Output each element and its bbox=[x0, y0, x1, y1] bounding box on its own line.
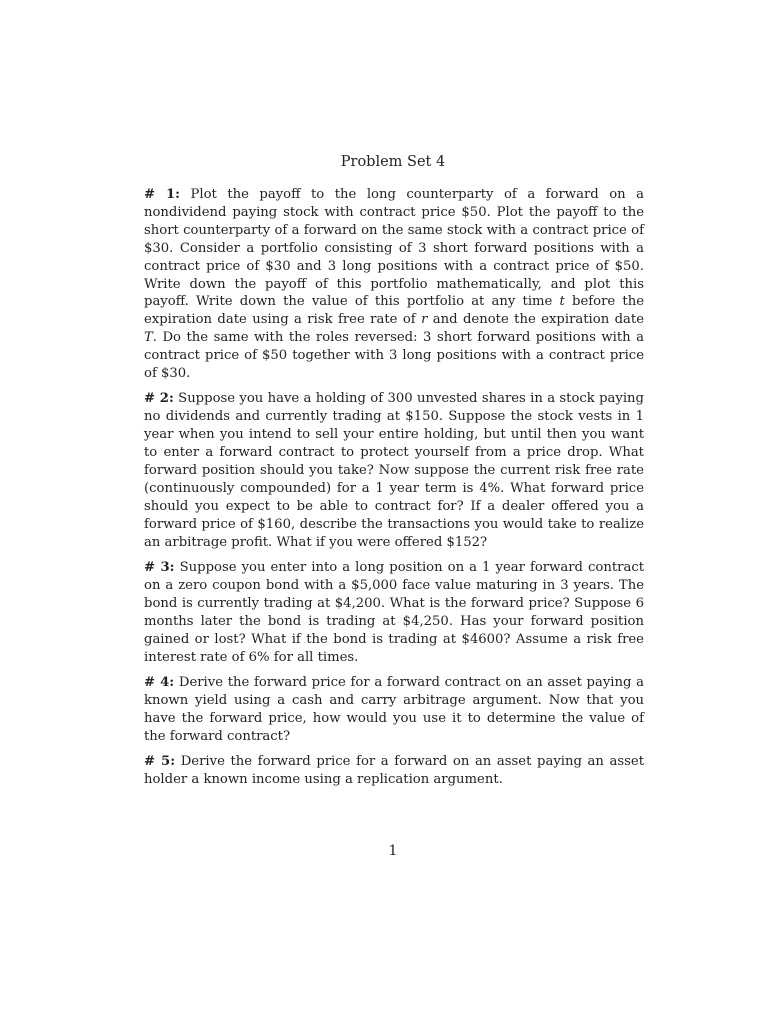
problem-1-var-r: r bbox=[421, 312, 428, 328]
problem-2-label: # 2: bbox=[144, 391, 174, 407]
problem-1-text-b: before the expiration date using a risk free rate of bbox=[144, 294, 644, 328]
problem-5-label: # 5: bbox=[144, 754, 176, 770]
problem-1-var-t: t bbox=[559, 294, 565, 310]
problem-5-text: Derive the forward price for a forward on an asset paying an asset holder a known income using a replication argument. bbox=[144, 754, 645, 788]
problem-1-text-d: . Do the same with the roles reversed: 3 short forward positions with a contract price of $50 together with 3 long positions with a contract price of $30. bbox=[144, 330, 644, 382]
problem-1-var-T: T bbox=[144, 330, 153, 346]
page-title: Problem Set 4 bbox=[340, 154, 446, 170]
problem-3-label: # 3: bbox=[144, 560, 175, 576]
problem-2 bbox=[144, 390, 644, 551]
problem-3-text: Suppose you enter into a long position on a 1 year forward contract on a zero coupon bond with a $5,000 face value maturing in 3 years. The bond is currently trading at $4,200. What is the forward price? Suppose 6 months later the bond is trading at $4,250. Has your forward position gained or lost? What if the bond is trading at $4600? Assume a risk free interest rate of 6% for all times. bbox=[144, 560, 644, 665]
problem-4 bbox=[144, 674, 644, 746]
problem-4-text: Derive the forward price for a forward contract on an asset paying a known yield using a cash and carry arbitrage argument. Now that you have the forward price, how would you use it to determine the value of the forward contract? bbox=[144, 675, 644, 744]
problem-5 bbox=[144, 753, 644, 789]
problem-2-text: Suppose you have a holding of 300 unvested shares in a stock paying no dividends and currently trading at $150. Suppose the stock vests in 1 year when you intend to sell your entire holding, but until then you want to enter a forward contract to protect yourself from a price drop. What forward position should you take? Now suppose the current risk free rate (continuously compounded) for a 1 year term is 4%. What forward price should you expect to be able to contract for? If a dealer offered you a forward price of $160, describe the transactions you would take to realize an arbitrage profit. What if you were offered $152? bbox=[144, 391, 644, 550]
problem-3 bbox=[144, 559, 644, 666]
problem-1-label: # 1: bbox=[144, 187, 180, 202]
problem-1-text-c: and denote the expiration date bbox=[427, 312, 644, 328]
problem-1 bbox=[144, 186, 644, 383]
page-number: 1 bbox=[388, 843, 398, 859]
problem-4-label: # 4: bbox=[144, 675, 175, 691]
problem-list bbox=[144, 186, 644, 797]
problem-1-text-a: Plot the payoff to the long counterparty of a forward on a nondividend paying stock with contract price $50. Plot the payoff to the short counterparty of a forward on the same stock with a contract price of $30. Consider a portfolio consisting of 3 short forward positions with a contract price of $30 and 3 long positions with a contract price of $50. Write down the payoff of this portfolio mathematically, and plot this payoff. Write down the value of this portfolio at any time bbox=[144, 187, 644, 310]
